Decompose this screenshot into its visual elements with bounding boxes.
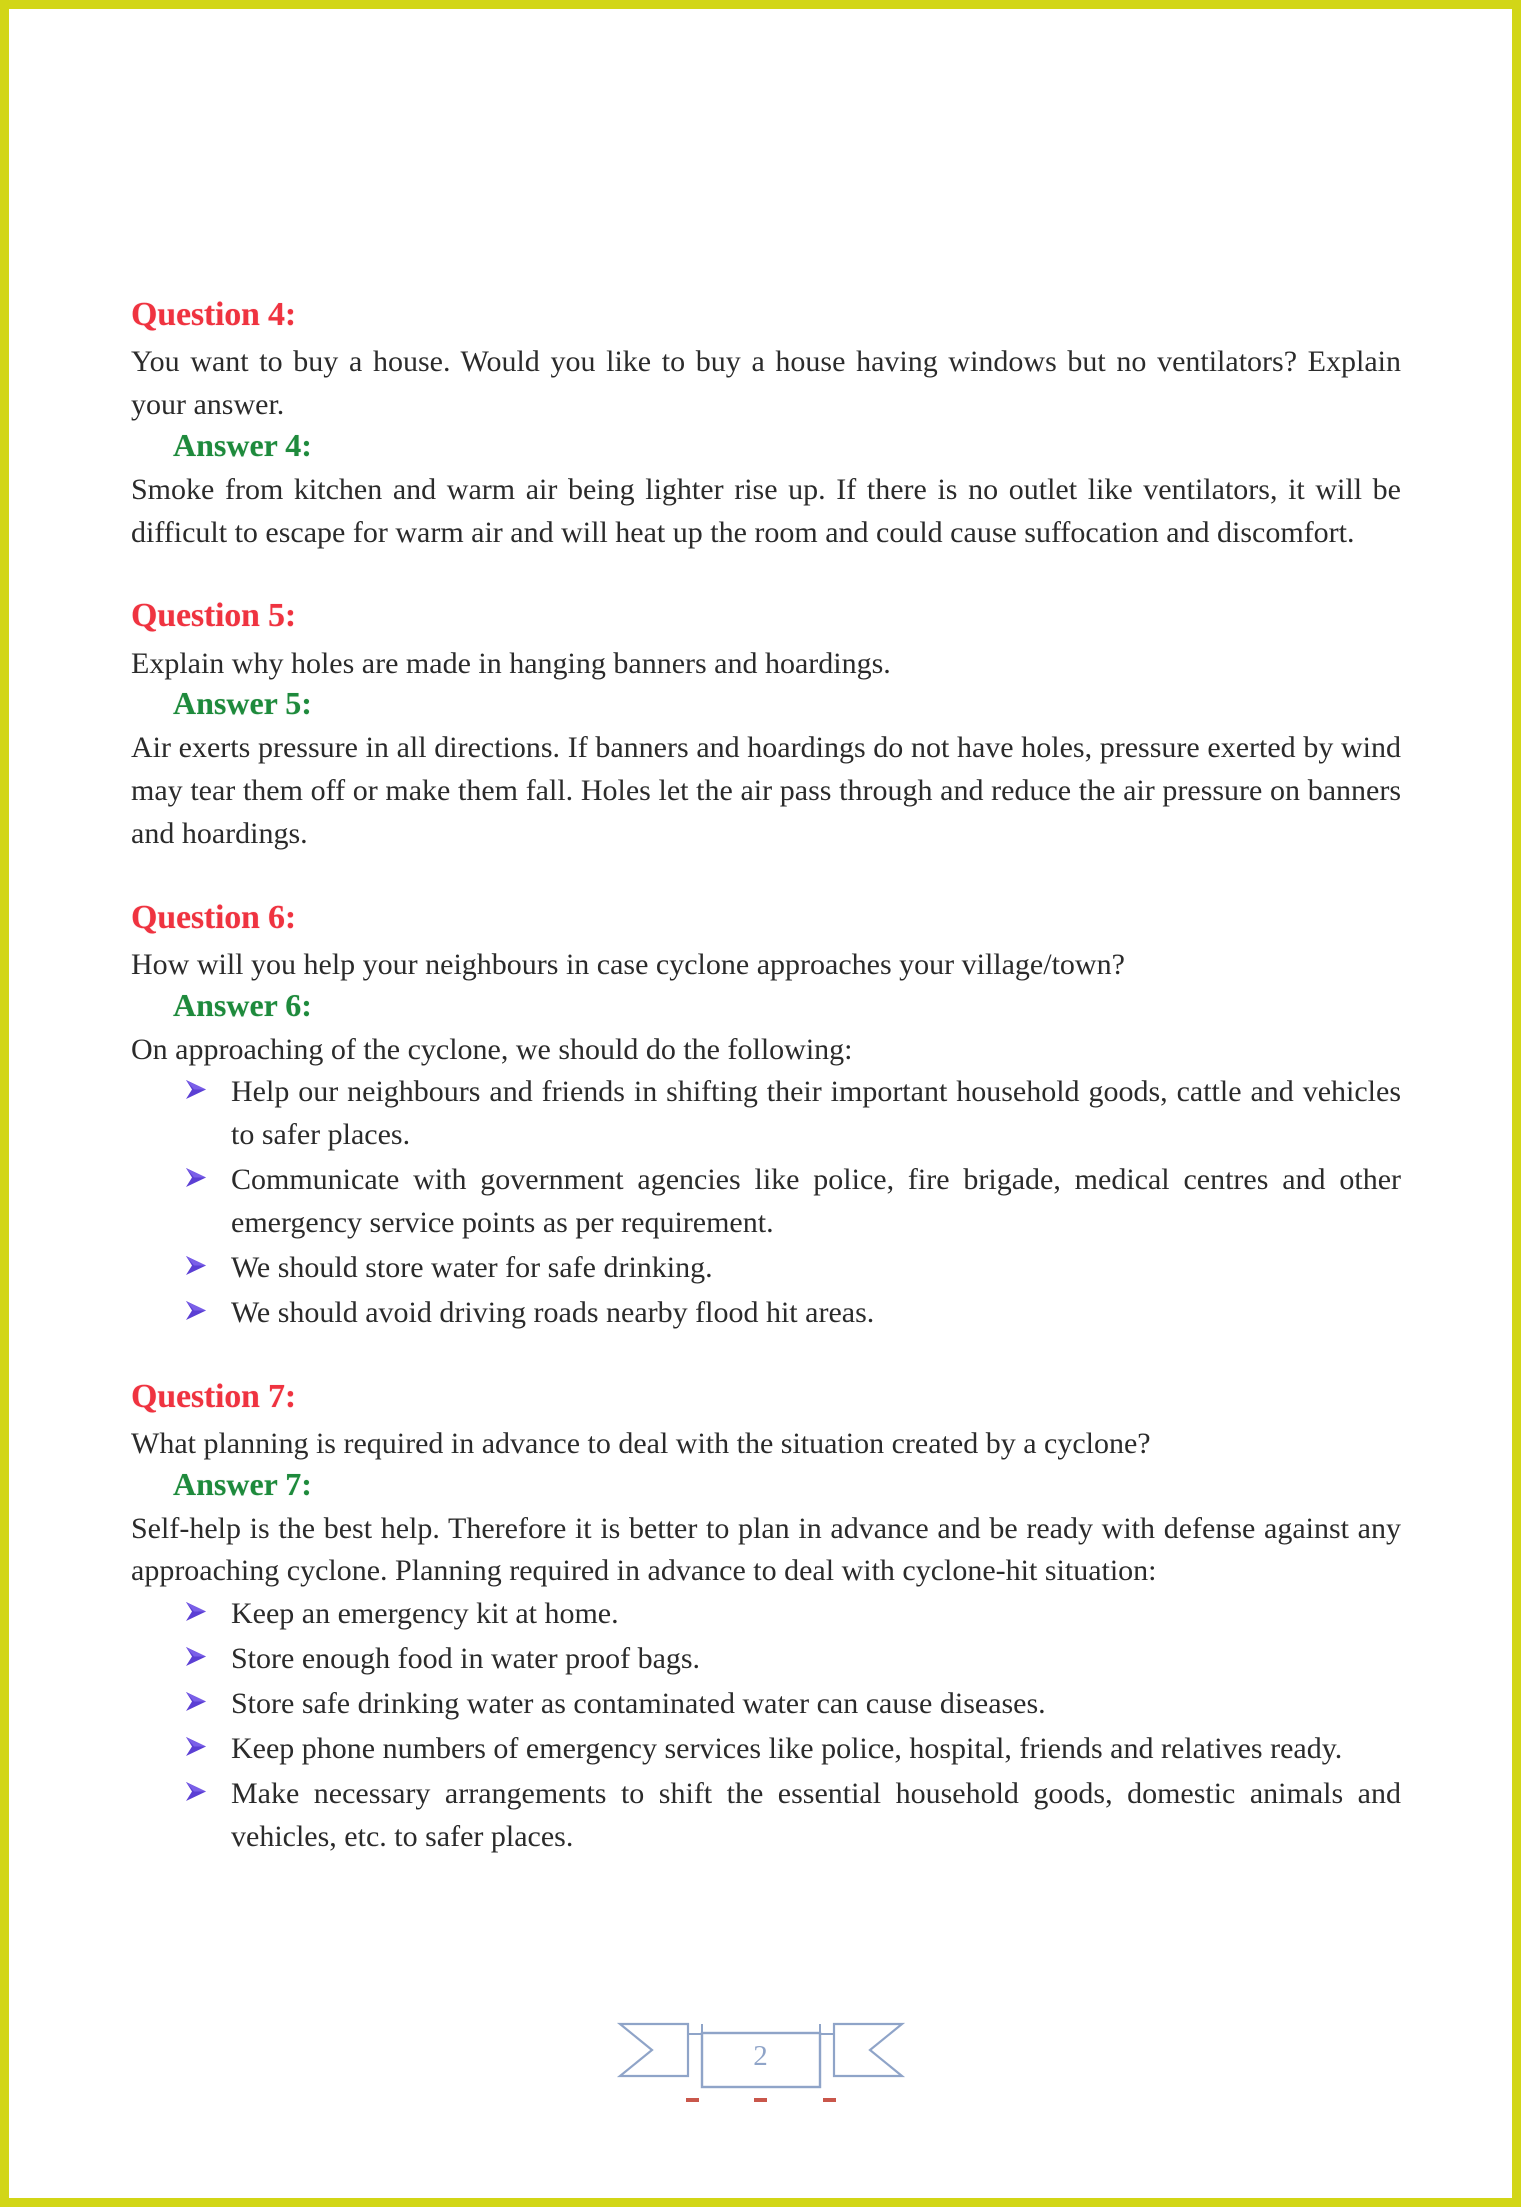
list-item — [181, 1071, 1401, 1157]
qa-block-6 — [131, 898, 1401, 1335]
page-number-label: 2 — [753, 2040, 768, 2072]
list-item-label: Make necessary arrangements to shift the essential household goods, domestic animals and vehicles, etc. to safer places. — [231, 1776, 1401, 1853]
question-text-4: You want to buy a house. Would you like to buy a house having windows but no ventilators? Explain your answer. — [131, 345, 1401, 421]
question-heading-7: Question 7: — [131, 1377, 296, 1415]
list-item-label: We should avoid driving roads nearby flood hit areas. — [231, 1295, 875, 1329]
ribbon-graphic — [616, 2002, 906, 2094]
list-item — [181, 1247, 1401, 1290]
answer-bullet-list-7 — [131, 1593, 1401, 1858]
question-heading-6: Question 6: — [131, 898, 296, 936]
list-item-label: Help our neighbours and friends in shifting their important household goods, cattle and vehicles to safer places. — [231, 1075, 1401, 1152]
answer-heading-4: Answer 4: — [173, 426, 312, 463]
qa-block-5 — [131, 596, 1401, 855]
arrow-bullet-icon — [181, 1732, 211, 1762]
arrow-bullet-icon — [181, 1642, 211, 1672]
list-item — [181, 1773, 1401, 1859]
arrow-bullet-icon — [181, 1687, 211, 1717]
answer-text-7: Self-help is the best help. Therefore it is better to plan in advance and be ready with defense against any approaching cyclone. Planning required in advance to deal with cyclone-hit situation: — [131, 1511, 1401, 1588]
list-item — [181, 1593, 1401, 1636]
arrow-bullet-icon — [181, 1777, 211, 1807]
question-text-6: How will you help your neighbours in case cyclone approaches your village/town? — [131, 947, 1125, 981]
answer-text-5: Air exerts pressure in all directions. If banners and hoardings do not have holes, pressure exerted by wind may tear them off or make them fall. Holes let the air pass through and reduce the air pressure on banners and hoardings. — [131, 731, 1401, 850]
answer-text-6: On approaching of the cyclone, we should do the following: — [131, 1032, 853, 1066]
ribbon-dot — [823, 2098, 836, 2102]
list-item — [181, 1683, 1401, 1726]
list-item-label: Store enough food in water proof bags. — [231, 1642, 701, 1676]
question-heading-4: Question 4: — [131, 296, 296, 333]
ribbon-dot — [686, 2098, 699, 2102]
answer-heading-6: Answer 6: — [173, 986, 312, 1023]
arrow-bullet-icon — [181, 1251, 211, 1281]
document-content — [131, 295, 1401, 1861]
qa-block-7 — [131, 1377, 1401, 1859]
answer-text-4: Smoke from kitchen and warm air being lighter rise up. If there is no outlet like ventilators, it will be difficult to escape for warm air and will heat up the room and could cause suffocation and discomfort. — [131, 472, 1401, 549]
list-item-label: We should store water for safe drinking. — [231, 1251, 713, 1285]
question-heading-5: Question 5: — [131, 597, 296, 635]
list-item — [181, 1292, 1401, 1335]
arrow-bullet-icon — [181, 1163, 211, 1193]
page-inner-surface — [9, 9, 1512, 2198]
answer-heading-7: Answer 7: — [173, 1465, 312, 1502]
question-text-5: Explain why holes are made in hanging banners and hoardings. — [131, 646, 891, 680]
answer-heading-5: Answer 5: — [173, 685, 312, 722]
ribbon-dot — [754, 2098, 767, 2102]
question-text-7: What planning is required in advance to deal with the situation created by a cyclone? — [131, 1426, 1151, 1460]
arrow-bullet-icon — [181, 1296, 211, 1326]
ribbon-dot-row — [686, 2098, 836, 2102]
arrow-bullet-icon — [181, 1597, 211, 1627]
answer-bullet-list-6 — [131, 1071, 1401, 1334]
list-item-label: Keep phone numbers of emergency services like police, hospital, friends and relatives ready. — [231, 1732, 1343, 1766]
list-item — [181, 1159, 1401, 1245]
list-item — [181, 1638, 1401, 1681]
list-item-label: Communicate with government agencies like police, fire brigade, medical centres and other emergency service points as per requirement. — [231, 1163, 1401, 1240]
arrow-bullet-icon — [181, 1075, 211, 1105]
list-item — [181, 1728, 1401, 1771]
list-item-label: Keep an emergency kit at home. — [231, 1597, 619, 1631]
page-number-ribbon — [9, 2002, 1512, 2094]
qa-block-4 — [131, 295, 1401, 554]
list-item-label: Store safe drinking water as contaminated water can cause diseases. — [231, 1687, 1046, 1721]
